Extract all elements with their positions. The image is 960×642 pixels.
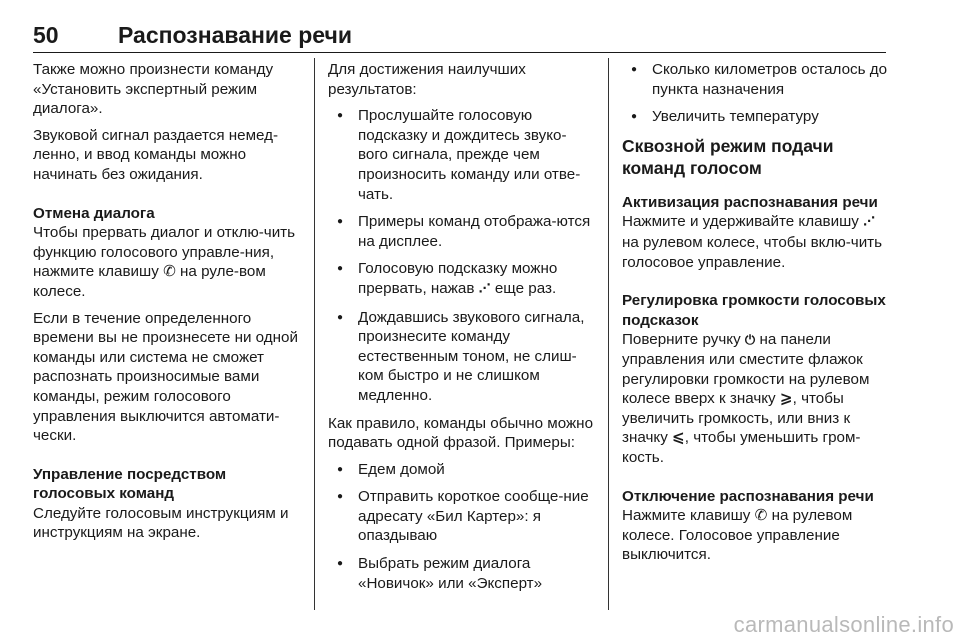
- section-cancel-dialog: [33, 204, 301, 446]
- volume-text-b: на панели управления или сместите флажок регулировки громкости на рулевом колесе вверх к значку: [622, 331, 870, 408]
- power-knob-icon: ⏻: [744, 332, 756, 348]
- volume-down-icon: ⩽: [672, 429, 685, 447]
- phone-icon: ✆: [163, 263, 176, 281]
- phone-icon: ✆: [754, 507, 768, 525]
- voice-icon: ⋰: [478, 280, 491, 295]
- page-header: [33, 22, 886, 53]
- activate-paragraph: [622, 212, 890, 272]
- column-divider-right: [608, 58, 609, 610]
- deactivate-text-b: на рулевом колесе. Голосовое управление выключится.: [622, 507, 853, 564]
- section-heading-volume: Регулировка громкости голосовых подсказок: [622, 292, 886, 329]
- section-volume: [622, 291, 890, 467]
- page-title: Распознавание речи: [118, 22, 352, 48]
- section-heading-activate: Активизация распознавания речи: [622, 193, 878, 211]
- section-heading-control: Управление посредством голосовых команд: [33, 465, 227, 503]
- section-heading-cancel: Отмена диалога: [33, 204, 155, 222]
- volume-paragraph: [622, 330, 890, 467]
- tip3-text-a: Голосовую подсказку можно прервать, нажав: [358, 260, 558, 297]
- volume-text-a: Поверните ручку: [622, 331, 741, 349]
- cancel-text-b: на руле-вом колесе.: [33, 263, 266, 300]
- list-item: ● Выбрать режим диалога «Новичок» или «Эксперт»: [328, 554, 596, 593]
- volume-text-c: , чтобы увеличить громкость, или вниз к значку: [622, 390, 851, 447]
- activate-text-b: на рулевом колесе, чтобы вклю-чить голосовое управление.: [622, 233, 883, 271]
- page-number: 50: [33, 22, 59, 48]
- tips-intro: Для достижения наилучших результатов:: [328, 61, 526, 98]
- section-heading-pass-through: Сквозной режим подачи команд голосом: [622, 135, 834, 178]
- examples-list: [328, 460, 596, 594]
- column-2: [328, 60, 596, 601]
- column-3: [622, 60, 890, 572]
- watermark: carmanualsonline.info: [733, 612, 954, 637]
- voice-icon: ⋰: [863, 214, 876, 229]
- deactivate-paragraph: [622, 506, 890, 565]
- cancel-text-a: Чтобы прервать диалог и отклю-чить функцию голосового управле-ния, нажмите клавишу: [33, 224, 296, 281]
- list-item: ● Прослушайте голосовую подсказку и дождитесь звуко-вого сигнала, прежде чем произносить команду или отве-чать.: [328, 106, 596, 204]
- column-1: [33, 60, 301, 550]
- list-item: ● Увеличить температуру: [622, 107, 890, 127]
- intro-paragraph-1: Также можно произнести команду «Установить экспертный режим диалога».: [33, 61, 274, 118]
- tips-list: [328, 106, 596, 405]
- list-item: ● Едем домой: [328, 460, 596, 480]
- list-item: ● Дождавшись звукового сигнала, произнесите команду естественным тоном, не слиш-ком быстро и не слишком медленно.: [328, 308, 596, 406]
- list-item: [328, 259, 596, 299]
- section-activate: [622, 193, 890, 272]
- volume-text-d: , чтобы уменьшить гром-кость.: [622, 429, 861, 466]
- rule-paragraph: Как правило, команды обычно можно подавать одной фразой. Примеры:: [328, 414, 594, 452]
- control-paragraph: Следуйте голосовым инструкциям и инструкциям на экране.: [33, 504, 289, 542]
- intro-paragraph-2: Звуковой сигнал раздается немед-ленно, и ввод команды можно начинать без ожидания.: [33, 126, 279, 183]
- cancel-paragraph: [33, 223, 301, 301]
- list-item: ● Сколько километров осталось до пункта назначения: [622, 60, 890, 99]
- list-item: ● Примеры команд отобража-ются на дисплее.: [328, 212, 596, 251]
- more-examples-list: [622, 60, 890, 127]
- section-heading-deactivate: Отключение распознавания речи: [622, 487, 874, 505]
- timeout-paragraph: Если в течение определенного времени вы не произнесете ни одной команды или система не сможет распознать произносимые вами команды, режим голосового управления выключится автомати-чески.: [33, 309, 298, 445]
- section-deactivate: [622, 487, 890, 565]
- column-divider-left: [314, 58, 315, 610]
- list-item: ● Отправить короткое сообще-ние адресату «Бил Картер»: я опаздываю: [328, 487, 596, 546]
- deactivate-text-a: Нажмите клавишу: [622, 507, 751, 525]
- tip3-text-b: еще раз.: [494, 279, 557, 297]
- volume-up-icon: ⩾: [779, 390, 793, 408]
- section-voice-control: [33, 465, 301, 543]
- activate-text-a: Нажмите и удерживайте клавишу: [622, 213, 859, 231]
